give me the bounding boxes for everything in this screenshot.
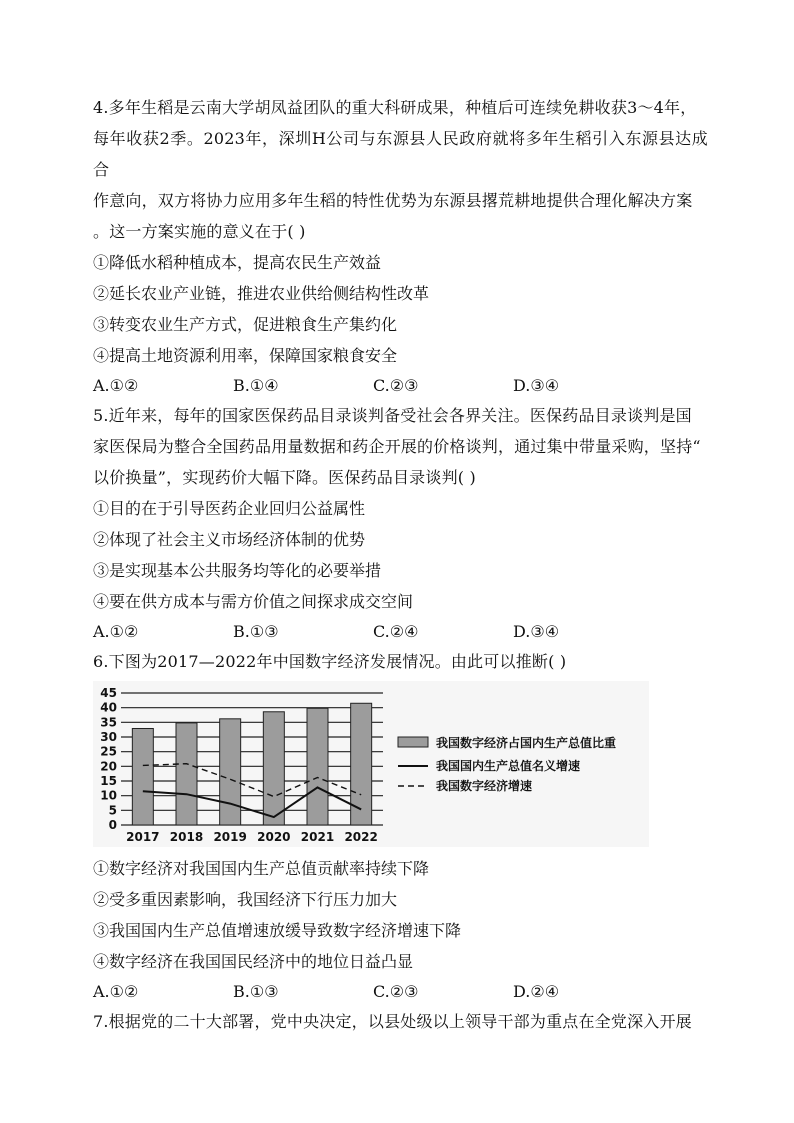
option-statement: ③转变农业生产方式，促进粮食生产集约化 [93, 315, 398, 334]
answer-choices [93, 617, 708, 646]
choice-c[interactable]: C.②③ [373, 376, 419, 395]
y-tick-label: 25 [100, 744, 117, 759]
choice-d[interactable]: D.③④ [513, 622, 560, 641]
bar [307, 708, 328, 825]
question-number: 7. [93, 1012, 109, 1031]
option-statement: ④数字经济在我国国民经济中的地位日益凸显 [93, 952, 414, 971]
question-5-stem [93, 400, 708, 431]
answer-choices [93, 977, 708, 1006]
choice-a[interactable]: A.①② [93, 622, 139, 641]
option-statement: ③我国国内生产总值增速放缓导致数字经济增速下降 [93, 921, 462, 940]
question-6 [93, 646, 708, 1006]
stem-line: 根据党的二十大部署，党中央决定，以县处级以上领导干部为重点在全党深入开展 [108, 1012, 692, 1031]
question-5 [93, 400, 708, 646]
stem-line: 多年生稻是云南大学胡凤益团队的重大科研成果，种植后可连续免耕收获3～4年， [108, 98, 697, 117]
y-tick-label: 45 [100, 686, 117, 700]
option-statement: ④要在供方成本与需方价值之间探求成交空间 [93, 592, 414, 611]
x-tick-label: 2022 [344, 830, 378, 844]
stem-line: 下图为2017—2022年中国数字经济发展情况。由此可以推断( ) [108, 652, 567, 671]
option-statement: ①降低水稻种植成本，提高农民生产效益 [93, 253, 382, 272]
choice-c[interactable]: C.②③ [373, 982, 419, 1001]
x-tick-label: 2019 [213, 830, 247, 844]
legend-label: 我国数字经济占国内生产总值比重 [436, 736, 617, 750]
choice-a[interactable]: A.①② [93, 376, 139, 395]
y-tick-label: 15 [100, 774, 117, 788]
y-tick-label: 30 [100, 730, 117, 744]
y-tick-label: 20 [100, 759, 117, 774]
option-statement: ②体现了社会主义市场经济体制的优势 [93, 530, 366, 549]
question-4 [93, 92, 708, 400]
option-statement: ①目的在于引导医药企业回归公益属性 [93, 499, 366, 518]
option-statement: ④提高土地资源利用率，保障国家粮食安全 [93, 346, 398, 365]
stem-line: 作意向，双方将协力应用多年生稻的特性优势为东源县撂荒耕地提供合理化解决方案 [93, 191, 693, 210]
bar [263, 712, 284, 825]
bar [220, 719, 241, 825]
x-tick-label: 2021 [300, 830, 335, 844]
choice-b[interactable]: B.①③ [233, 982, 279, 1001]
choice-b[interactable]: B.①③ [233, 622, 279, 641]
option-statement: ①数字经济对我国国内生产总值贡献率持续下降 [93, 859, 430, 878]
question-7 [93, 1006, 708, 1037]
question-6-stem [93, 646, 708, 677]
question-4-stem [93, 92, 708, 123]
chart-svg [93, 681, 649, 847]
y-tick-label: 35 [100, 715, 117, 730]
option-statement: ②受多重因素影响，我国经济下行压力加大 [93, 890, 398, 909]
question-list [93, 92, 708, 1037]
x-tick-label: 2017 [126, 830, 160, 844]
y-tick-label: 0 [108, 818, 117, 832]
option-statement: ③是实现基本公共服务均等化的必要举措 [93, 561, 382, 580]
bar [132, 728, 153, 825]
question-number: 6. [93, 652, 109, 671]
stem-line: 以价换量”，实现药价大幅下降。医保药品目录谈判( ) [93, 468, 476, 487]
x-tick-label: 2018 [169, 830, 204, 844]
legend-swatch-bar [398, 737, 428, 747]
y-tick-label: 40 [100, 700, 117, 715]
option-statement: ②延长农业产业链，推进农业供给侧结构性改革 [93, 284, 430, 303]
y-tick-label: 10 [100, 788, 117, 803]
question-7-stem [93, 1006, 708, 1037]
x-tick-label: 2020 [257, 830, 291, 844]
legend-label: 我国数字经济增速 [436, 779, 533, 793]
stem-line: 每年收获2季。2023年，深圳H公司与东源县人民政府就将多年生稻引入东源县达成合 [93, 129, 708, 179]
answer-choices [93, 371, 708, 400]
bar [176, 723, 197, 825]
choice-d[interactable]: D.③④ [513, 376, 560, 395]
choice-b[interactable]: B.①④ [233, 376, 279, 395]
stem-line: 家医保局为整合全国药品用量数据和药企开展的价格谈判，通过集中带量采购，坚持“ [93, 437, 701, 456]
stem-line: 。这一方案实施的意义在于( ) [93, 222, 306, 241]
legend-label: 我国国内生产总值名义增速 [436, 759, 581, 773]
digital-economy-chart [93, 681, 649, 847]
question-number: 5. [93, 406, 109, 425]
choice-a[interactable]: A.①② [93, 982, 139, 1001]
choice-d[interactable]: D.②④ [513, 982, 560, 1001]
question-number: 4. [93, 98, 109, 117]
y-tick-label: 5 [108, 803, 117, 818]
stem-line: 近年来，每年的国家医保药品目录谈判备受社会各界关注。医保药品目录谈判是国 [108, 406, 692, 425]
choice-c[interactable]: C.②④ [373, 622, 419, 641]
